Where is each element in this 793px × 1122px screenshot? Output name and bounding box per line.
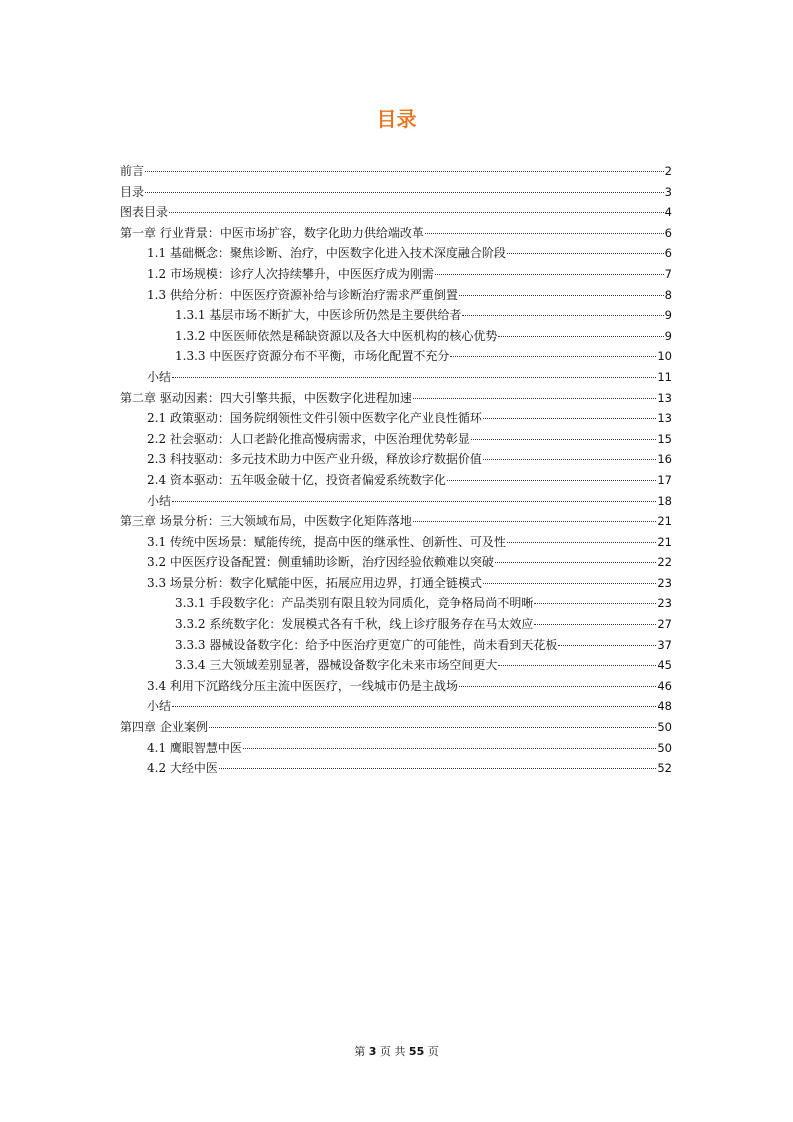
toc-entry-title: 小结 [147, 493, 172, 508]
toc-entry-title: 3.3 场景分析：数字化赋能中医，拓展应用边界，打通全链模式 [147, 575, 482, 590]
table-of-contents [120, 161, 672, 779]
toc-entry-page: 6 [664, 225, 672, 240]
toc-entry[interactable] [120, 593, 672, 614]
toc-entry-page: 7 [664, 266, 672, 281]
toc-leader-dots [483, 418, 656, 419]
toc-entry-page: 37 [657, 637, 672, 652]
toc-leader-dots [413, 398, 657, 399]
toc-entry-title: 3.3.1 手段数字化：产品类别有限且较为同质化，竞争格局尚不明晰 [175, 596, 534, 611]
toc-leader-dots [243, 748, 656, 749]
toc-leader-dots [172, 377, 656, 378]
toc-leader-dots [450, 356, 656, 357]
toc-entry-page: 50 [657, 740, 672, 755]
toc-entry[interactable] [120, 326, 672, 347]
toc-entry-title: 第一章 行业背景：中医市场扩容，数字化助力供给端改革 [120, 225, 424, 240]
toc-entry-page: 15 [657, 431, 672, 446]
toc-leader-dots [558, 645, 656, 646]
toc-leader-dots [209, 727, 657, 728]
toc-entry-page: 13 [657, 390, 672, 405]
toc-entry-page: 23 [657, 596, 672, 611]
toc-leader-dots [495, 562, 656, 563]
toc-entry-title: 1.2 市场规模：诊疗人次持续攀升，中医医疗成为刚需 [147, 266, 434, 281]
toc-entry[interactable] [120, 182, 672, 203]
toc-entry[interactable] [120, 635, 672, 656]
toc-entry-title: 第二章 驱动因素：四大引擎共振，中医数字化进程加速 [120, 390, 412, 405]
toc-entry[interactable] [120, 408, 672, 429]
toc-entry-page: 23 [657, 575, 672, 590]
toc-leader-dots [507, 253, 664, 254]
toc-entry-page: 52 [657, 761, 672, 776]
toc-entry[interactable] [120, 532, 672, 553]
toc-leader-dots [459, 686, 656, 687]
toc-entry[interactable] [120, 655, 672, 676]
toc-leader-dots [145, 171, 664, 172]
toc-leader-dots [435, 274, 664, 275]
toc-entry[interactable] [120, 243, 672, 264]
toc-entry-page: 4 [664, 205, 672, 220]
footer-mid: 页 共 [379, 1045, 406, 1058]
toc-entry[interactable] [120, 696, 672, 717]
toc-entry[interactable] [120, 223, 672, 244]
toc-entry[interactable] [120, 552, 672, 573]
toc-entry[interactable] [120, 758, 672, 779]
toc-leader-dots [447, 480, 656, 481]
toc-entry-title: 3.3.2 系统数字化：发展模式各有千秋，线上诊疗服务存在马太效应 [175, 617, 534, 632]
toc-entry[interactable] [120, 202, 672, 223]
toc-entry-title: 前言 [120, 164, 145, 178]
toc-leader-dots [172, 501, 656, 502]
toc-entry-title: 图表目录 [120, 205, 169, 220]
toc-entry-page: 9 [664, 328, 672, 343]
toc-entry-title: 1.1 基础概念：聚焦诊断、治疗，中医数字化进入技术深度融合阶段 [147, 246, 506, 261]
toc-entry-title: 第三章 场景分析：三大领域布局，中医数字化矩阵落地 [120, 514, 412, 529]
toc-entry[interactable] [120, 491, 672, 512]
toc-entry-page: 16 [657, 452, 672, 467]
footer-prefix: 第 [354, 1045, 366, 1058]
toc-entry-title: 4.1 鹰眼智慧中医 [147, 740, 242, 755]
toc-entry-title: 3.3.4 三大领域差别显著，器械设备数字化未来市场空间更大 [175, 658, 498, 673]
toc-leader-dots [462, 315, 663, 316]
toc-entry[interactable] [120, 305, 672, 326]
toc-entry-title: 2.4 资本驱动：五年吸金破十亿，投资者偏爱系统数字化 [147, 472, 446, 487]
toc-leader-dots [145, 192, 664, 193]
toc-entry-page: 50 [657, 720, 672, 735]
toc-entry[interactable] [120, 449, 672, 470]
footer-total-pages: 55 [408, 1045, 425, 1058]
toc-entry-page: 6 [664, 246, 672, 261]
toc-entry-title: 小结 [147, 699, 172, 714]
toc-leader-dots [534, 603, 656, 604]
toc-entry[interactable] [120, 470, 672, 491]
toc-entry-page: 27 [657, 617, 672, 632]
toc-entry-page: 45 [657, 658, 672, 673]
toc-entry-title: 1.3.3 中医医疗资源分布不平衡，市场化配置不充分 [175, 349, 450, 364]
footer-suffix: 页 [427, 1045, 439, 1058]
toc-leader-dots [471, 439, 656, 440]
page-title: 目录 [376, 107, 417, 131]
toc-entry[interactable] [120, 346, 672, 367]
page-footer [0, 1043, 793, 1059]
toc-entry-page: 22 [657, 555, 672, 570]
toc-entry-page: 48 [657, 699, 672, 714]
toc-entry-title: 第四章 企业案例 [120, 720, 208, 735]
toc-entry[interactable] [120, 511, 672, 532]
toc-leader-dots [172, 706, 656, 707]
toc-entry[interactable] [120, 429, 672, 450]
toc-entry-page: 21 [657, 514, 672, 529]
toc-leader-dots [534, 624, 656, 625]
toc-leader-dots [219, 768, 656, 769]
toc-entry-page: 10 [657, 349, 672, 364]
toc-entry[interactable] [120, 367, 672, 388]
toc-entry[interactable] [120, 717, 672, 738]
toc-leader-dots [169, 212, 664, 213]
toc-entry-page: 2 [664, 164, 672, 178]
toc-leader-dots [483, 583, 656, 584]
toc-entry-title: 3.2 中医医疗设备配置：侧重辅助诊断，治疗因经验依赖难以突破 [147, 555, 494, 570]
toc-entry[interactable] [120, 573, 672, 594]
toc-entry[interactable] [120, 738, 672, 759]
toc-entry[interactable] [120, 388, 672, 409]
toc-entry[interactable] [120, 161, 672, 182]
toc-entry-title: 2.3 科技驱动：多元技术助力中医产业升级，释放诊疗数据价值 [147, 452, 482, 467]
toc-entry-title: 1.3 供给分析：中医医疗资源补给与诊断治疗需求严重倒置 [147, 287, 458, 302]
toc-entry-title: 目录 [120, 184, 145, 199]
toc-leader-dots [413, 521, 657, 522]
toc-leader-dots [425, 233, 664, 234]
toc-entry-title: 1.3.2 中医医师依然是稀缺资源以及各大中医机构的核心优势 [175, 328, 498, 343]
toc-entry-title: 2.2 社会驱动：人口老龄化推高慢病需求，中医治理优势彰显 [147, 431, 470, 446]
toc-entry-title: 2.1 政策驱动：国务院纲领性文件引领中医数字化产业良性循环 [147, 411, 482, 426]
toc-entry-page: 17 [657, 472, 672, 487]
toc-leader-dots [459, 295, 664, 296]
toc-leader-dots [498, 336, 663, 337]
toc-entry-page: 11 [657, 369, 672, 384]
toc-entry-page: 9 [664, 308, 672, 323]
toc-entry-title: 小结 [147, 369, 172, 384]
toc-entry-page: 21 [657, 534, 672, 549]
toc-entry-page: 46 [657, 678, 672, 693]
toc-entry-title: 3.3.3 器械设备数字化：给予中医治疗更宽广的可能性，尚未看到天花板 [175, 637, 558, 652]
toc-entry-page: 8 [664, 287, 672, 302]
toc-entry[interactable] [120, 285, 672, 306]
toc-entry[interactable] [120, 264, 672, 285]
toc-entry-title: 4.2 大经中医 [147, 761, 218, 776]
toc-entry-title: 3.4 利用下沉路线分压主流中医医疗，一线城市仍是主战场 [147, 678, 458, 693]
toc-leader-dots [507, 542, 656, 543]
toc-entry-page: 3 [664, 184, 672, 199]
toc-entry-page: 13 [657, 411, 672, 426]
toc-entry-title: 1.3.1 基层市场不断扩大，中医诊所仍然是主要供给者 [175, 308, 462, 323]
footer-current-page: 3 [368, 1045, 377, 1058]
toc-entry-title: 3.1 传统中医场景：赋能传统，提高中医的继承性、创新性、可及性 [147, 534, 506, 549]
toc-leader-dots [498, 665, 656, 666]
toc-entry[interactable] [120, 614, 672, 635]
toc-entry-page: 18 [657, 493, 672, 508]
toc-leader-dots [483, 459, 656, 460]
toc-entry[interactable] [120, 676, 672, 697]
